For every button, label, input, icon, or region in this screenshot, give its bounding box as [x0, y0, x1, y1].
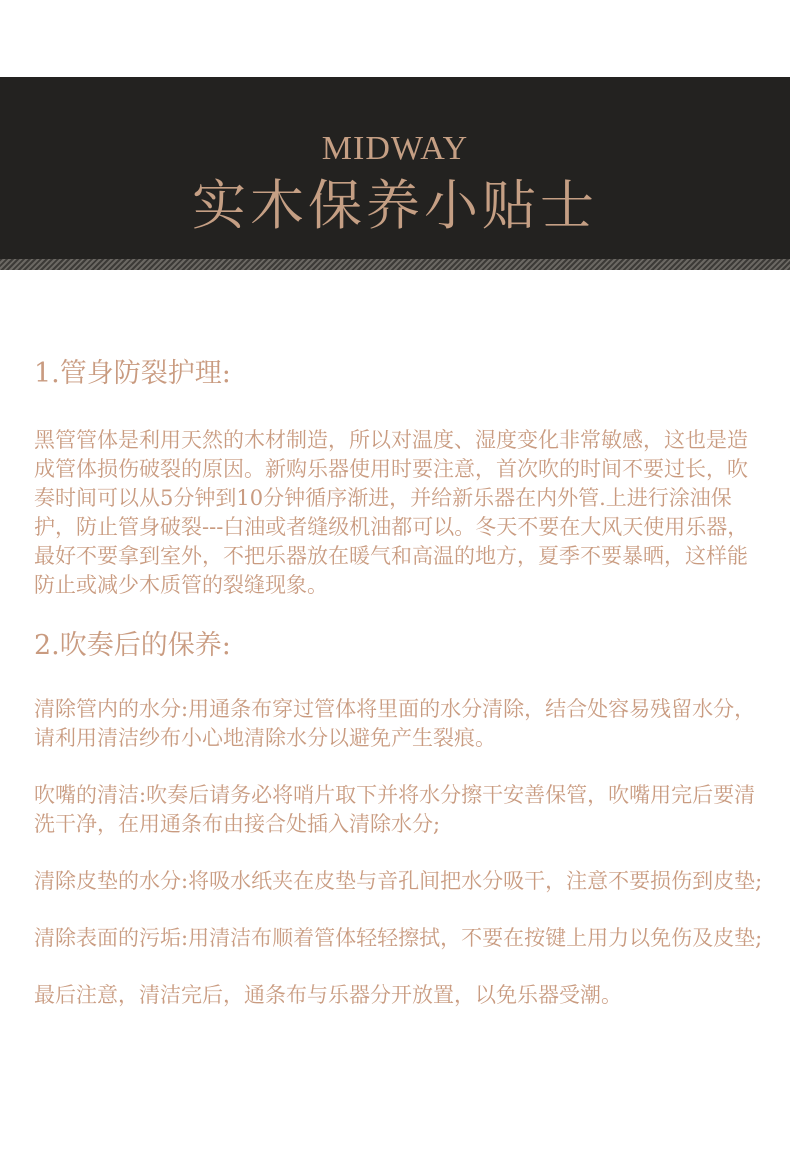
decorative-stripe — [0, 259, 790, 270]
crack-care-paragraph: 黑管管体是利用天然的木材制造，所以对温度、湿度变化非常敏感，这也是造成管体损伤破裂的原因。新购乐器使用时要注意，首次吹的时间不要过长，吹奏时间可以从5分钟到10分钟循序渐进，并给新乐器在内外管.上进行涂油保护，防止管身破裂---白油或者缝级机油都可以。冬天不要在大风天使用乐器，最好不要拿到室外，不把乐器放在暖气和高温的地方，夏季不要暴晒，这样能防止或减少木质管的裂缝现象。 — [34, 428, 749, 597]
section-heading-after-play-care: 2.吹奏后的保养: — [34, 630, 231, 661]
tip-bore-moisture: 清除管内的水分:用通条布穿过管体将里面的水分清除，结合处容易残留水分，请利用清洁纱布小心地清除水分以避免产生裂痕。 — [34, 697, 756, 750]
brand-name: MIDWAY — [321, 130, 469, 167]
tip-mouthpiece-cleaning: 吹嘴的清洁:吹奏后请务必将哨片取下并将水分擦干安善保管，吹嘴用完后要清洗干净，在用通条布由接合处插入清除水分; — [34, 783, 756, 836]
tip-surface-dirt: 清除表面的污垢:用清洁布顺着管体轻轻擦拭，不要在按键上用力以免伤及皮垫; — [34, 926, 763, 950]
tip-pad-moisture: 清除皮垫的水分:将吸水纸夹在皮垫与音孔间把水分吸干，注意不要损伤到皮垫; — [34, 869, 763, 893]
tip-final-note: 最后注意，清洁完后，通条布与乐器分开放置，以免乐器受潮。 — [34, 983, 622, 1007]
article-content — [34, 356, 764, 1010]
section-heading-crack-care: 1.管身防裂护理: — [34, 358, 231, 389]
page-title: 实木保养小贴士 — [192, 174, 598, 237]
